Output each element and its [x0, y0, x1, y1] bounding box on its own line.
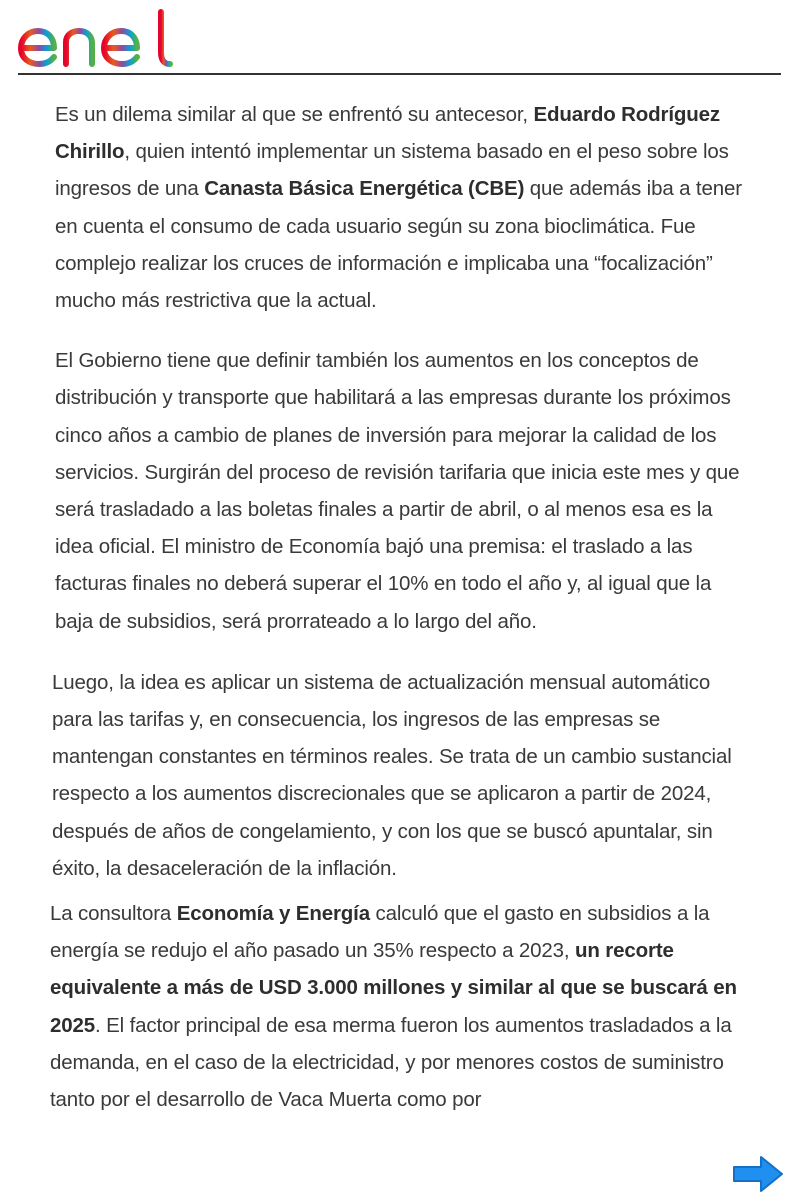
paragraph-text: que además iba a tener en cuenta el consumo de cada usuario según su zona bioclimática. Fue complejo realizar los cruces de información e implicaba una “focalización” mucho más restrictiva que la actual. — [55, 177, 742, 313]
site-header — [0, 0, 800, 76]
enel-logo[interactable] — [16, 8, 174, 68]
bold-text: Canasta Básica Energética (CBE) — [204, 177, 525, 201]
header-divider — [18, 73, 781, 75]
paragraph-text: Es un dilema similar al que se enfrentó su antecesor, — [55, 103, 534, 126]
paragraph-text: El Gobierno tiene que definir también los aumentos en los conceptos de distribución y transporte que habilitará a las empresas durante los próximos cinco años a cambio de planes de inversión para mejorar la calidad de los servicios. Surgirán del proceso de revisión tarifaria que inicia este mes y que será trasladado a las boletas finales a partir de abril, o al menos esa es la idea oficial. El ministro de Economía bajó una premisa: el traslado a las facturas finales no deberá superar el 10% en todo el año y, al igual que la baja de subsidios, será prorrateado a lo largo del año. — [55, 349, 740, 633]
paragraph-text: , quien intentó implementar un sistema basado en el peso sobre los ingresos de una — [55, 140, 729, 201]
paragraph-text: calculó que el gasto en subsidios a la energía se redujo el año pasado un 35% respecto a 2023, — [50, 902, 710, 963]
bold-text: un recorte equivalente a más de USD 3.000 millones y similar al que se buscará en 2025 — [50, 939, 737, 1037]
bold-text: Eduardo Rodríguez Chirillo — [55, 103, 720, 164]
bold-text: Economía y Energía — [176, 902, 370, 926]
article-paragraph-3 — [52, 664, 752, 887]
paragraph-text: . El factor principal de esa merma fueron los aumentos trasladados a la demanda, en el caso de la electricidad, y por menores costos de suministro tanto por el desarrollo de Vaca Muerta como por — [50, 1013, 732, 1112]
next-page-button[interactable] — [731, 1154, 785, 1194]
article-body — [52, 96, 752, 1118]
paragraph-text: La consultora — [50, 902, 177, 926]
article-paragraph-4 — [50, 895, 752, 1118]
article-paragraph-1 — [52, 96, 752, 319]
article-paragraph-2 — [52, 342, 752, 640]
paragraph-text: Luego, la idea es aplicar un sistema de actualización mensual automático para las tarifas y, en consecuencia, los ingresos de las empresas se mantengan constantes en términos reales. Se trata de un cambio sustancial respecto a los aumentos discrecionales que se aplicaron a partir de 2024, después de años de congelamiento, y con los que se buscó apuntalar, sin éxito, la desaceleración de la inflación. — [52, 670, 732, 880]
arrow-right-icon — [731, 1154, 785, 1194]
